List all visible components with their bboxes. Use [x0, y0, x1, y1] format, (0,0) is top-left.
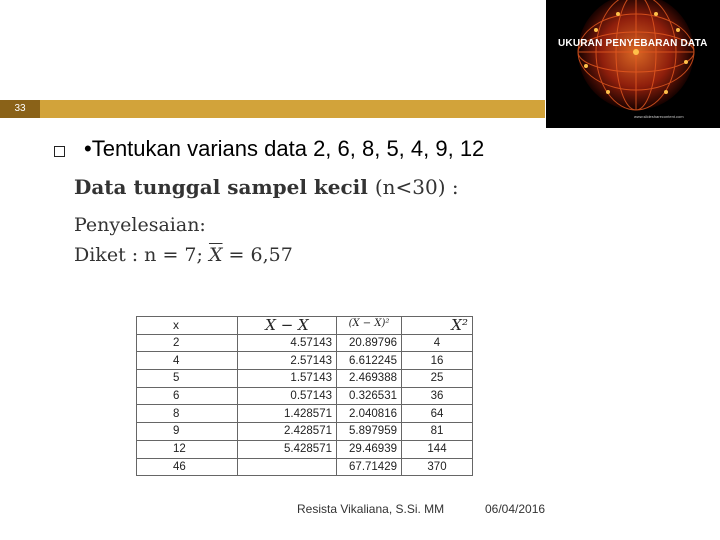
table-cell: 1.428571 [238, 405, 337, 423]
table-row [137, 387, 473, 405]
slide-number: 33 [0, 100, 40, 118]
solution-label: Penyelesaian: [74, 214, 206, 236]
table-total-row [137, 458, 473, 476]
sphere-graphic [546, 0, 720, 128]
table-cell: 16 [402, 352, 473, 370]
given-suffix: = 6,57 [228, 244, 293, 266]
table-cell: 36 [402, 387, 473, 405]
table-cell: 8 [137, 405, 238, 423]
table-cell: 6.612245 [337, 352, 402, 370]
table-cell: 2 [137, 334, 238, 352]
footer-date: 06/04/2016 [485, 502, 546, 516]
table-cell: 4 [137, 352, 238, 370]
table-header: X² [402, 317, 473, 335]
table-cell: 4.57143 [238, 334, 337, 352]
bullet-icon [54, 146, 65, 157]
table-row [137, 405, 473, 423]
table-header: X − X [238, 317, 337, 335]
footer-author: Resista Vikaliana, S.Si. MM [297, 502, 445, 516]
table-cell [238, 458, 337, 476]
heading-main: Data tunggal sampel kecil [74, 175, 368, 199]
table-cell: 29.46939 [337, 440, 402, 458]
given-line [74, 244, 293, 266]
mean-symbol: $\overline{X}$ [208, 244, 223, 266]
table-cell: 64 [402, 405, 473, 423]
table-cell: 6 [137, 387, 238, 405]
table-row [137, 423, 473, 441]
table-cell: 370 [402, 458, 473, 476]
table-cell: 25 [402, 370, 473, 388]
table-cell: 2.57143 [238, 352, 337, 370]
table-cell: 9 [137, 423, 238, 441]
table-header-row [137, 317, 473, 335]
table-row [137, 334, 473, 352]
table-cell: 5 [137, 370, 238, 388]
table-cell: 46 [137, 458, 238, 476]
table-cell: 12 [137, 440, 238, 458]
table-cell: 2.469388 [337, 370, 402, 388]
heading-paren: (n<30) : [374, 175, 459, 199]
table-cell: 1.57143 [238, 370, 337, 388]
bullet-text: •Tentukan varians data 2, 6, 8, 5, 4, 9, 12 [84, 136, 485, 161]
table-cell: 20.89796 [337, 334, 402, 352]
table-cell: 144 [402, 440, 473, 458]
table-row [137, 440, 473, 458]
section-heading [74, 175, 459, 199]
table-cell: 0.57143 [238, 387, 337, 405]
cover-title: UKURAN PENYEBARAN DATA [558, 38, 708, 49]
table-header: x [137, 317, 238, 335]
cover-small-text: www.slidesharecontent.com [634, 114, 684, 119]
table-cell: 2.040816 [337, 405, 402, 423]
table-cell: 4 [402, 334, 473, 352]
table-cell: 2.428571 [238, 423, 337, 441]
given-prefix: Diket : n = 7; [74, 244, 203, 266]
cover-image [546, 0, 720, 128]
table-cell: 5.428571 [238, 440, 337, 458]
table-row [137, 352, 473, 370]
table-header: (X − X)² [337, 317, 402, 335]
table-cell: 81 [402, 423, 473, 441]
table-cell: 5.897959 [337, 423, 402, 441]
table-row [137, 370, 473, 388]
table-cell: 67.71429 [337, 458, 402, 476]
header-bar [0, 100, 545, 118]
variance-table [136, 316, 473, 476]
table-cell: 0.326531 [337, 387, 402, 405]
